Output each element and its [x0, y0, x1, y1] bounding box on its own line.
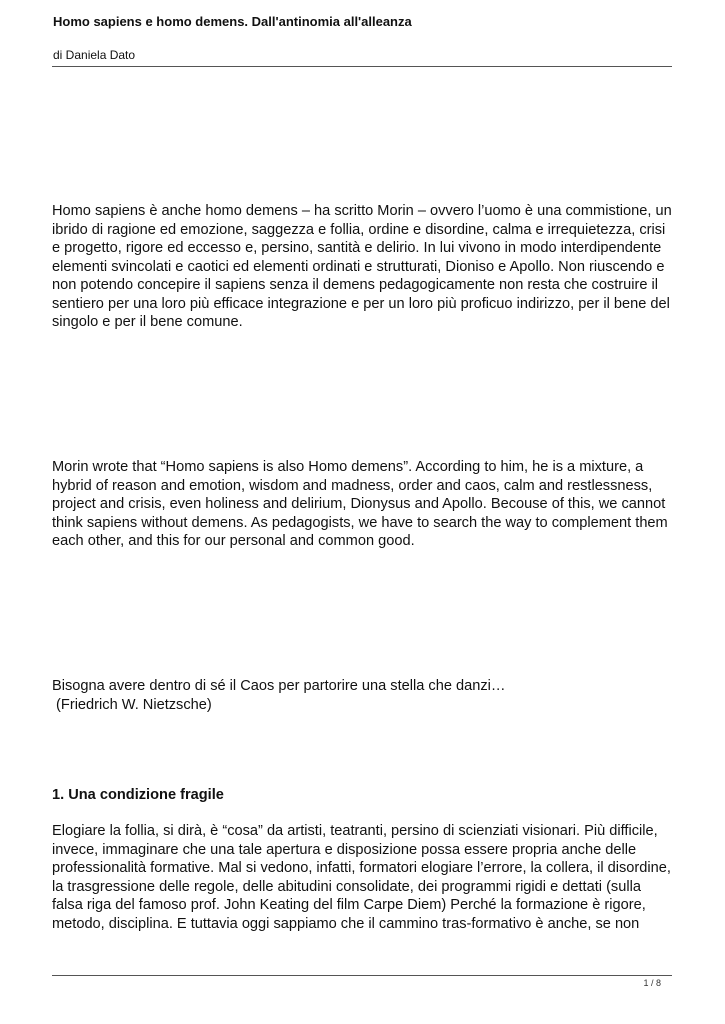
text-line: non potendo concepire il sapiens senza il demens pedagogicamente non resta che costruire il — [52, 277, 659, 293]
text-line: professionalità formative. Mal si vedono, infatti, formatori elogiare l’errore, la collera, il disordine, — [52, 860, 671, 876]
section-heading: 1. Una condizione fragile — [52, 787, 224, 803]
document-author: di Daniela Dato — [53, 48, 136, 62]
text-line: singolo e per il bene comune. — [52, 314, 243, 330]
text-line: project and crisis, even holiness and delirium, Dionysus and Apollo. Becouse of this, we cannot — [52, 496, 666, 512]
header-divider — [52, 66, 672, 67]
paragraph-english-abstract — [52, 458, 674, 551]
quote-attribution: (Friedrich W. Nietzsche) — [52, 696, 212, 713]
text-line: invece, immaginare che una tale apertura e disposizione possa essere propria anche delle — [52, 841, 637, 858]
epigraph-quote — [52, 677, 674, 714]
text-line: Elogiare la follia, si dirà, è “cosa” da artisti, teatranti, persino di scienziati visionari. Più difficile, — [52, 823, 658, 839]
paragraph-italian-intro — [52, 202, 674, 332]
footer-divider — [52, 975, 672, 976]
text-line: ibrido di ragione ed emozione, saggezza e follia, ordine e disordine, calma e irrequietezza, crisi — [52, 221, 666, 238]
text-line: each other, and this for our personal and common good. — [52, 533, 415, 549]
text-line: metodo, disciplina. E tuttavia oggi sappiamo che il cammino tras-formativo è anche, se non — [52, 915, 640, 932]
text-line: Homo sapiens è anche homo demens – ha scritto Morin – ovvero l’uomo è una commistione, un — [52, 203, 672, 219]
text-line: hybrid of reason and emotion, wisdom and madness, order and caos, calm and restlessness, — [52, 477, 653, 494]
text-line: la trasgressione delle regole, delle abitudini consolidate, dei programmi rigidi e dettati (sulla — [52, 878, 641, 895]
document-title: Homo sapiens e homo demens. Dall'antinomia all'alleanza — [53, 14, 412, 29]
text-line: e progetto, rigore ed eccesso e, persino, santità e delirio. In lui vivono in modo interdipendente — [52, 240, 662, 256]
text-line: sentiero per una loro più efficace integrazione e per un loro più proficuo indirizzo, per il bene del — [52, 295, 670, 312]
text-line: think sapiens without demens. As pedagogists, we have to search the way to complement them — [52, 514, 668, 531]
page-header — [53, 14, 672, 63]
text-line: elementi svincolati e caotici ed elementi ordinati e strutturati, Dioniso e Apollo. Non riuscendo e — [52, 258, 665, 275]
quote-text: Bisogna avere dentro di sé il Caos per partorire una stella che danzi… — [52, 678, 506, 694]
paragraph-section-body — [52, 822, 674, 933]
text-line: falsa riga del famoso prof. John Keating del film Carpe Diem) Perché la formazione è rigore, — [52, 897, 646, 913]
page-number: 1 / 8 — [643, 978, 661, 988]
text-line: Morin wrote that “Homo sapiens is also Homo demens”. According to him, he is a mixture, a — [52, 459, 644, 475]
